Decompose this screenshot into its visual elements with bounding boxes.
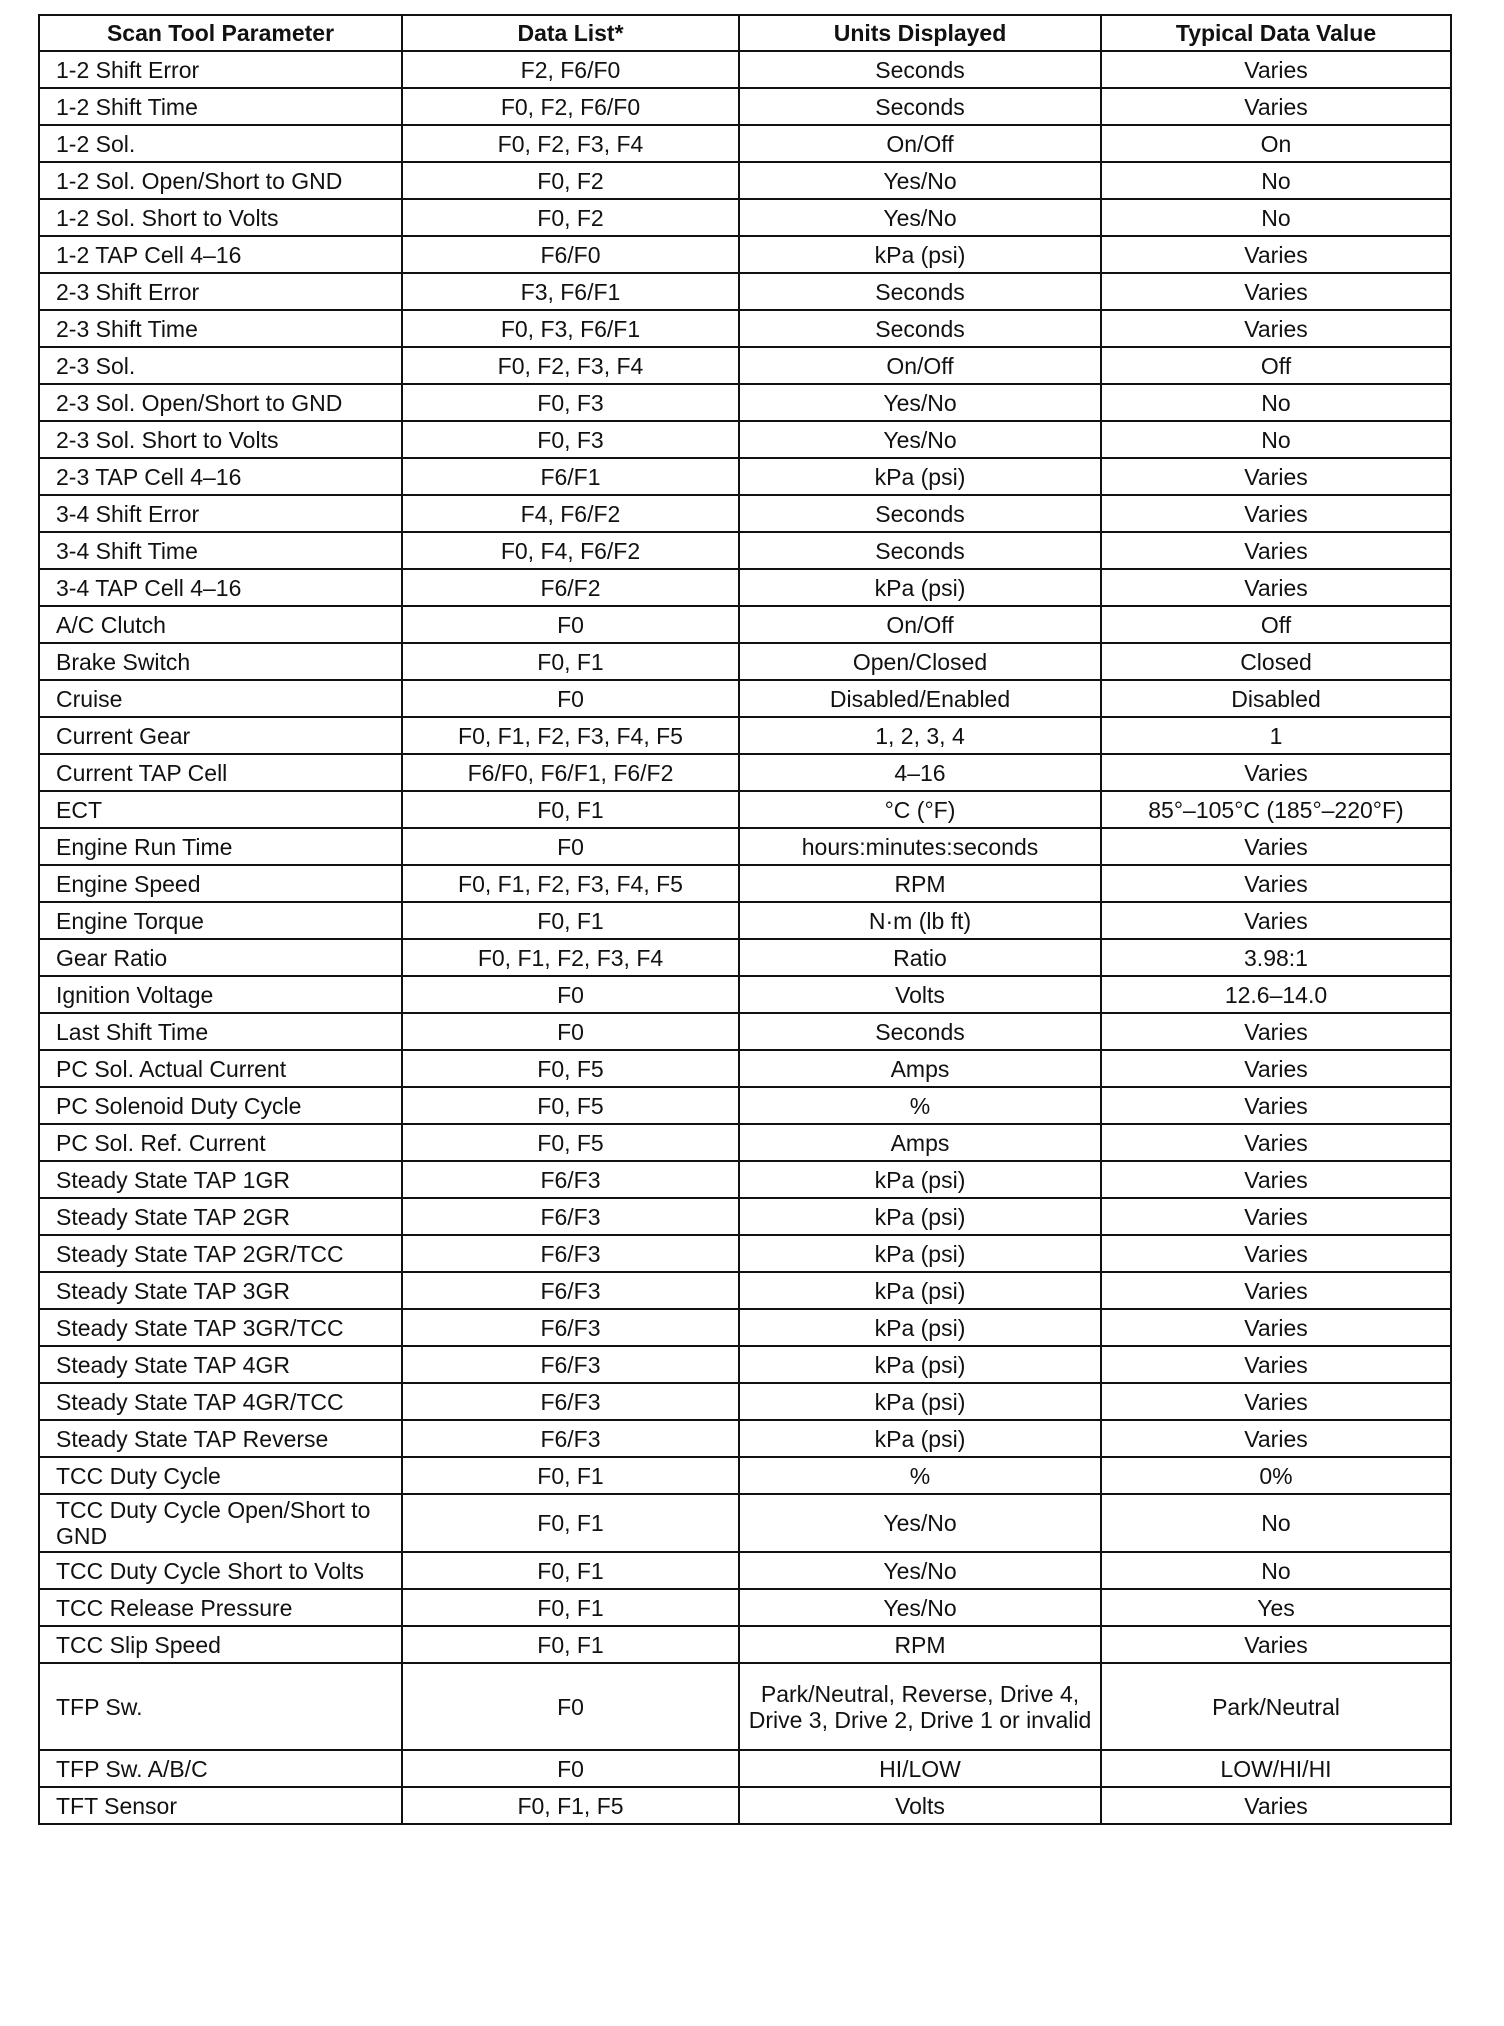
units-cell: %	[739, 1457, 1101, 1494]
units-cell: °C (°F)	[739, 791, 1101, 828]
typical-value-cell: Varies	[1101, 828, 1451, 865]
parameter-cell: Brake Switch	[39, 643, 402, 680]
parameter-cell: 1-2 TAP Cell 4–16	[39, 236, 402, 273]
table-row	[39, 754, 1451, 791]
typical-value-cell: Varies	[1101, 1013, 1451, 1050]
table-row	[39, 1050, 1451, 1087]
typical-value-cell: On	[1101, 125, 1451, 162]
units-cell: kPa (psi)	[739, 236, 1101, 273]
table-header	[39, 15, 1451, 51]
data-list-cell: F6/F3	[402, 1272, 739, 1309]
data-list-cell: F0, F1	[402, 1552, 739, 1589]
typical-value-cell: 85°–105°C (185°–220°F)	[1101, 791, 1451, 828]
header-units-displayed: Units Displayed	[739, 15, 1101, 51]
parameter-cell: A/C Clutch	[39, 606, 402, 643]
data-list-cell: F3, F6/F1	[402, 273, 739, 310]
table-row	[39, 384, 1451, 421]
typical-value-cell: Varies	[1101, 1161, 1451, 1198]
typical-value-cell: Varies	[1101, 1198, 1451, 1235]
table-row	[39, 347, 1451, 384]
typical-value-cell: No	[1101, 199, 1451, 236]
table-row	[39, 310, 1451, 347]
table-row	[39, 865, 1451, 902]
typical-value-cell: No	[1101, 1494, 1451, 1552]
data-list-cell: F0, F2, F6/F0	[402, 88, 739, 125]
typical-value-cell: Varies	[1101, 754, 1451, 791]
parameter-cell: Steady State TAP 4GR	[39, 1346, 402, 1383]
data-list-cell: F0, F5	[402, 1087, 739, 1124]
parameter-cell: 2-3 Sol. Open/Short to GND	[39, 384, 402, 421]
table-row	[39, 1420, 1451, 1457]
units-cell: kPa (psi)	[739, 1383, 1101, 1420]
units-cell: Yes/No	[739, 162, 1101, 199]
table-row	[39, 976, 1451, 1013]
units-cell: Ratio	[739, 939, 1101, 976]
typical-value-cell: Varies	[1101, 1235, 1451, 1272]
table-row	[39, 1589, 1451, 1626]
typical-value-cell: Closed	[1101, 643, 1451, 680]
parameter-cell: ECT	[39, 791, 402, 828]
units-cell: Disabled/Enabled	[739, 680, 1101, 717]
data-list-cell: F6/F3	[402, 1420, 739, 1457]
typical-value-cell: Varies	[1101, 1309, 1451, 1346]
typical-value-cell: Disabled	[1101, 680, 1451, 717]
parameter-cell: 3-4 TAP Cell 4–16	[39, 569, 402, 606]
units-cell: Seconds	[739, 532, 1101, 569]
parameter-cell: Gear Ratio	[39, 939, 402, 976]
units-cell: kPa (psi)	[739, 458, 1101, 495]
parameter-cell: Steady State TAP 2GR/TCC	[39, 1235, 402, 1272]
units-cell: RPM	[739, 1626, 1101, 1663]
data-list-cell: F0, F5	[402, 1050, 739, 1087]
typical-value-cell: Varies	[1101, 532, 1451, 569]
parameter-cell: Cruise	[39, 680, 402, 717]
parameter-cell: TCC Duty Cycle Open/Short to GND	[39, 1494, 402, 1552]
units-cell: Seconds	[739, 273, 1101, 310]
parameter-cell: Current Gear	[39, 717, 402, 754]
units-cell: kPa (psi)	[739, 569, 1101, 606]
parameter-cell: 1-2 Sol.	[39, 125, 402, 162]
parameter-cell: 2-3 Sol. Short to Volts	[39, 421, 402, 458]
table-row	[39, 791, 1451, 828]
data-list-cell: F0, F1	[402, 1494, 739, 1552]
data-list-cell: F0, F3, F6/F1	[402, 310, 739, 347]
typical-value-cell: No	[1101, 421, 1451, 458]
data-list-cell: F6/F3	[402, 1309, 739, 1346]
units-cell: kPa (psi)	[739, 1309, 1101, 1346]
typical-value-cell: 12.6–14.0	[1101, 976, 1451, 1013]
table-row	[39, 1494, 1451, 1552]
parameter-cell: 1-2 Shift Error	[39, 51, 402, 88]
table-row	[39, 1161, 1451, 1198]
parameter-cell: 1-2 Shift Time	[39, 88, 402, 125]
table-row	[39, 88, 1451, 125]
typical-value-cell: Varies	[1101, 1124, 1451, 1161]
parameter-cell: 1-2 Sol. Open/Short to GND	[39, 162, 402, 199]
data-list-cell: F6/F3	[402, 1198, 739, 1235]
typical-value-cell: Varies	[1101, 88, 1451, 125]
table-row	[39, 495, 1451, 532]
typical-value-cell: 3.98:1	[1101, 939, 1451, 976]
data-list-cell: F6/F3	[402, 1235, 739, 1272]
parameter-cell: 3-4 Shift Error	[39, 495, 402, 532]
units-cell: 1, 2, 3, 4	[739, 717, 1101, 754]
units-cell: Yes/No	[739, 421, 1101, 458]
units-cell: Seconds	[739, 495, 1101, 532]
data-list-cell: F6/F3	[402, 1346, 739, 1383]
units-cell: kPa (psi)	[739, 1420, 1101, 1457]
data-list-cell: F0, F1, F2, F3, F4, F5	[402, 865, 739, 902]
typical-value-cell: Varies	[1101, 1087, 1451, 1124]
parameter-cell: Ignition Voltage	[39, 976, 402, 1013]
table-row	[39, 421, 1451, 458]
data-list-cell: F0	[402, 1750, 739, 1787]
table-row	[39, 1235, 1451, 1272]
data-list-cell: F6/F3	[402, 1383, 739, 1420]
parameter-cell: Engine Run Time	[39, 828, 402, 865]
table-row	[39, 1750, 1451, 1787]
data-list-cell: F0, F1	[402, 643, 739, 680]
header-typical-data-value: Typical Data Value	[1101, 15, 1451, 51]
parameter-cell: Steady State TAP 2GR	[39, 1198, 402, 1235]
parameter-cell: PC Sol. Actual Current	[39, 1050, 402, 1087]
data-list-cell: F0, F1	[402, 1457, 739, 1494]
data-list-cell: F0, F2, F3, F4	[402, 347, 739, 384]
units-cell: On/Off	[739, 606, 1101, 643]
scan-tool-parameter-table	[38, 14, 1452, 1825]
table-row	[39, 1457, 1451, 1494]
typical-value-cell: Varies	[1101, 51, 1451, 88]
table-row	[39, 1787, 1451, 1824]
table-row	[39, 532, 1451, 569]
units-cell: Open/Closed	[739, 643, 1101, 680]
units-cell: On/Off	[739, 347, 1101, 384]
table-row	[39, 458, 1451, 495]
data-list-cell: F6/F0	[402, 236, 739, 273]
data-list-cell: F2, F6/F0	[402, 51, 739, 88]
parameter-cell: TCC Duty Cycle Short to Volts	[39, 1552, 402, 1589]
units-cell: Volts	[739, 976, 1101, 1013]
data-list-cell: F0, F1, F2, F3, F4, F5	[402, 717, 739, 754]
units-cell: RPM	[739, 865, 1101, 902]
parameter-cell: PC Solenoid Duty Cycle	[39, 1087, 402, 1124]
typical-value-cell: Varies	[1101, 273, 1451, 310]
table-row	[39, 1663, 1451, 1750]
table-row	[39, 1383, 1451, 1420]
data-list-cell: F0, F1	[402, 1626, 739, 1663]
data-list-cell: F0	[402, 828, 739, 865]
table-row	[39, 199, 1451, 236]
data-list-cell: F0	[402, 680, 739, 717]
parameter-cell: 1-2 Sol. Short to Volts	[39, 199, 402, 236]
units-cell: Yes/No	[739, 199, 1101, 236]
units-cell: Park/Neutral, Reverse, Drive 4, Drive 3, Drive 2, Drive 1 or invalid	[739, 1663, 1101, 1750]
units-cell: kPa (psi)	[739, 1198, 1101, 1235]
parameter-cell: Engine Speed	[39, 865, 402, 902]
typical-value-cell: Varies	[1101, 458, 1451, 495]
data-list-cell: F0, F1	[402, 1589, 739, 1626]
units-cell: Seconds	[739, 1013, 1101, 1050]
typical-value-cell: No	[1101, 1552, 1451, 1589]
units-cell: N·m (lb ft)	[739, 902, 1101, 939]
parameter-cell: TFP Sw.	[39, 1663, 402, 1750]
table-row	[39, 1198, 1451, 1235]
parameter-cell: 2-3 TAP Cell 4–16	[39, 458, 402, 495]
units-cell: Seconds	[739, 88, 1101, 125]
table-row	[39, 1552, 1451, 1589]
table-row	[39, 606, 1451, 643]
units-cell: 4–16	[739, 754, 1101, 791]
table-row	[39, 1626, 1451, 1663]
table-row	[39, 643, 1451, 680]
units-cell: Amps	[739, 1050, 1101, 1087]
typical-value-cell: Varies	[1101, 1787, 1451, 1824]
parameter-cell: PC Sol. Ref. Current	[39, 1124, 402, 1161]
table-row	[39, 1087, 1451, 1124]
data-list-cell: F0, F1, F5	[402, 1787, 739, 1824]
parameter-cell: TFP Sw. A/B/C	[39, 1750, 402, 1787]
data-list-cell: F0, F5	[402, 1124, 739, 1161]
units-cell: kPa (psi)	[739, 1235, 1101, 1272]
data-list-cell: F4, F6/F2	[402, 495, 739, 532]
units-cell: Amps	[739, 1124, 1101, 1161]
data-list-cell: F6/F0, F6/F1, F6/F2	[402, 754, 739, 791]
table-row	[39, 717, 1451, 754]
header-data-list: Data List*	[402, 15, 739, 51]
typical-value-cell: Varies	[1101, 1050, 1451, 1087]
table-row	[39, 162, 1451, 199]
header-scan-tool-parameter: Scan Tool Parameter	[39, 15, 402, 51]
table-row	[39, 569, 1451, 606]
table-row	[39, 1346, 1451, 1383]
data-list-cell: F6/F3	[402, 1161, 739, 1198]
parameter-cell: TFT Sensor	[39, 1787, 402, 1824]
table-row	[39, 236, 1451, 273]
table-row	[39, 1124, 1451, 1161]
typical-value-cell: Varies	[1101, 236, 1451, 273]
parameter-cell: TCC Release Pressure	[39, 1589, 402, 1626]
typical-value-cell: 1	[1101, 717, 1451, 754]
data-list-cell: F0	[402, 976, 739, 1013]
typical-value-cell: Varies	[1101, 902, 1451, 939]
data-list-cell: F0, F1	[402, 791, 739, 828]
table-row	[39, 680, 1451, 717]
parameter-cell: Steady State TAP Reverse	[39, 1420, 402, 1457]
units-cell: On/Off	[739, 125, 1101, 162]
data-list-cell: F0, F3	[402, 384, 739, 421]
parameter-cell: 2-3 Shift Error	[39, 273, 402, 310]
parameter-cell: TCC Slip Speed	[39, 1626, 402, 1663]
data-list-cell: F0, F3	[402, 421, 739, 458]
table-row	[39, 1272, 1451, 1309]
parameter-cell: Steady State TAP 1GR	[39, 1161, 402, 1198]
parameter-cell: Steady State TAP 3GR	[39, 1272, 402, 1309]
parameter-cell: Current TAP Cell	[39, 754, 402, 791]
units-cell: %	[739, 1087, 1101, 1124]
table-row	[39, 939, 1451, 976]
data-list-cell: F0, F2	[402, 162, 739, 199]
table-row	[39, 125, 1451, 162]
typical-value-cell: Varies	[1101, 1346, 1451, 1383]
typical-value-cell: Varies	[1101, 1420, 1451, 1457]
parameter-cell: 3-4 Shift Time	[39, 532, 402, 569]
data-list-cell: F0	[402, 1013, 739, 1050]
units-cell: kPa (psi)	[739, 1272, 1101, 1309]
typical-value-cell: Varies	[1101, 310, 1451, 347]
typical-value-cell: Off	[1101, 347, 1451, 384]
parameter-cell: 2-3 Sol.	[39, 347, 402, 384]
data-list-cell: F0	[402, 1663, 739, 1750]
typical-value-cell: LOW/HI/HI	[1101, 1750, 1451, 1787]
table-row	[39, 902, 1451, 939]
units-cell: HI/LOW	[739, 1750, 1101, 1787]
header-row	[39, 15, 1451, 51]
typical-value-cell: Off	[1101, 606, 1451, 643]
parameter-cell: 2-3 Shift Time	[39, 310, 402, 347]
units-cell: Yes/No	[739, 1552, 1101, 1589]
units-cell: Seconds	[739, 310, 1101, 347]
typical-value-cell: No	[1101, 162, 1451, 199]
table-row	[39, 273, 1451, 310]
typical-value-cell: Varies	[1101, 495, 1451, 532]
parameter-cell: Steady State TAP 4GR/TCC	[39, 1383, 402, 1420]
data-list-cell: F0, F4, F6/F2	[402, 532, 739, 569]
table-row	[39, 51, 1451, 88]
units-cell: kPa (psi)	[739, 1346, 1101, 1383]
table-body	[39, 51, 1451, 1824]
typical-value-cell: Varies	[1101, 1383, 1451, 1420]
table-row	[39, 828, 1451, 865]
data-list-cell: F6/F2	[402, 569, 739, 606]
data-list-cell: F0, F1	[402, 902, 739, 939]
typical-value-cell: No	[1101, 384, 1451, 421]
typical-value-cell: Yes	[1101, 1589, 1451, 1626]
units-cell: kPa (psi)	[739, 1161, 1101, 1198]
typical-value-cell: Varies	[1101, 569, 1451, 606]
typical-value-cell: 0%	[1101, 1457, 1451, 1494]
parameter-cell: TCC Duty Cycle	[39, 1457, 402, 1494]
units-cell: Yes/No	[739, 1494, 1101, 1552]
units-cell: Volts	[739, 1787, 1101, 1824]
typical-value-cell: Park/Neutral	[1101, 1663, 1451, 1750]
parameter-cell: Last Shift Time	[39, 1013, 402, 1050]
typical-value-cell: Varies	[1101, 1272, 1451, 1309]
units-cell: Seconds	[739, 51, 1101, 88]
typical-value-cell: Varies	[1101, 1626, 1451, 1663]
table-row	[39, 1013, 1451, 1050]
data-list-cell: F0, F2	[402, 199, 739, 236]
units-cell: hours:minutes:seconds	[739, 828, 1101, 865]
units-cell: Yes/No	[739, 384, 1101, 421]
parameter-cell: Steady State TAP 3GR/TCC	[39, 1309, 402, 1346]
data-list-cell: F0, F2, F3, F4	[402, 125, 739, 162]
table-row	[39, 1309, 1451, 1346]
data-list-cell: F0, F1, F2, F3, F4	[402, 939, 739, 976]
data-list-cell: F0	[402, 606, 739, 643]
typical-value-cell: Varies	[1101, 865, 1451, 902]
units-cell: Yes/No	[739, 1589, 1101, 1626]
data-list-cell: F6/F1	[402, 458, 739, 495]
parameter-cell: Engine Torque	[39, 902, 402, 939]
